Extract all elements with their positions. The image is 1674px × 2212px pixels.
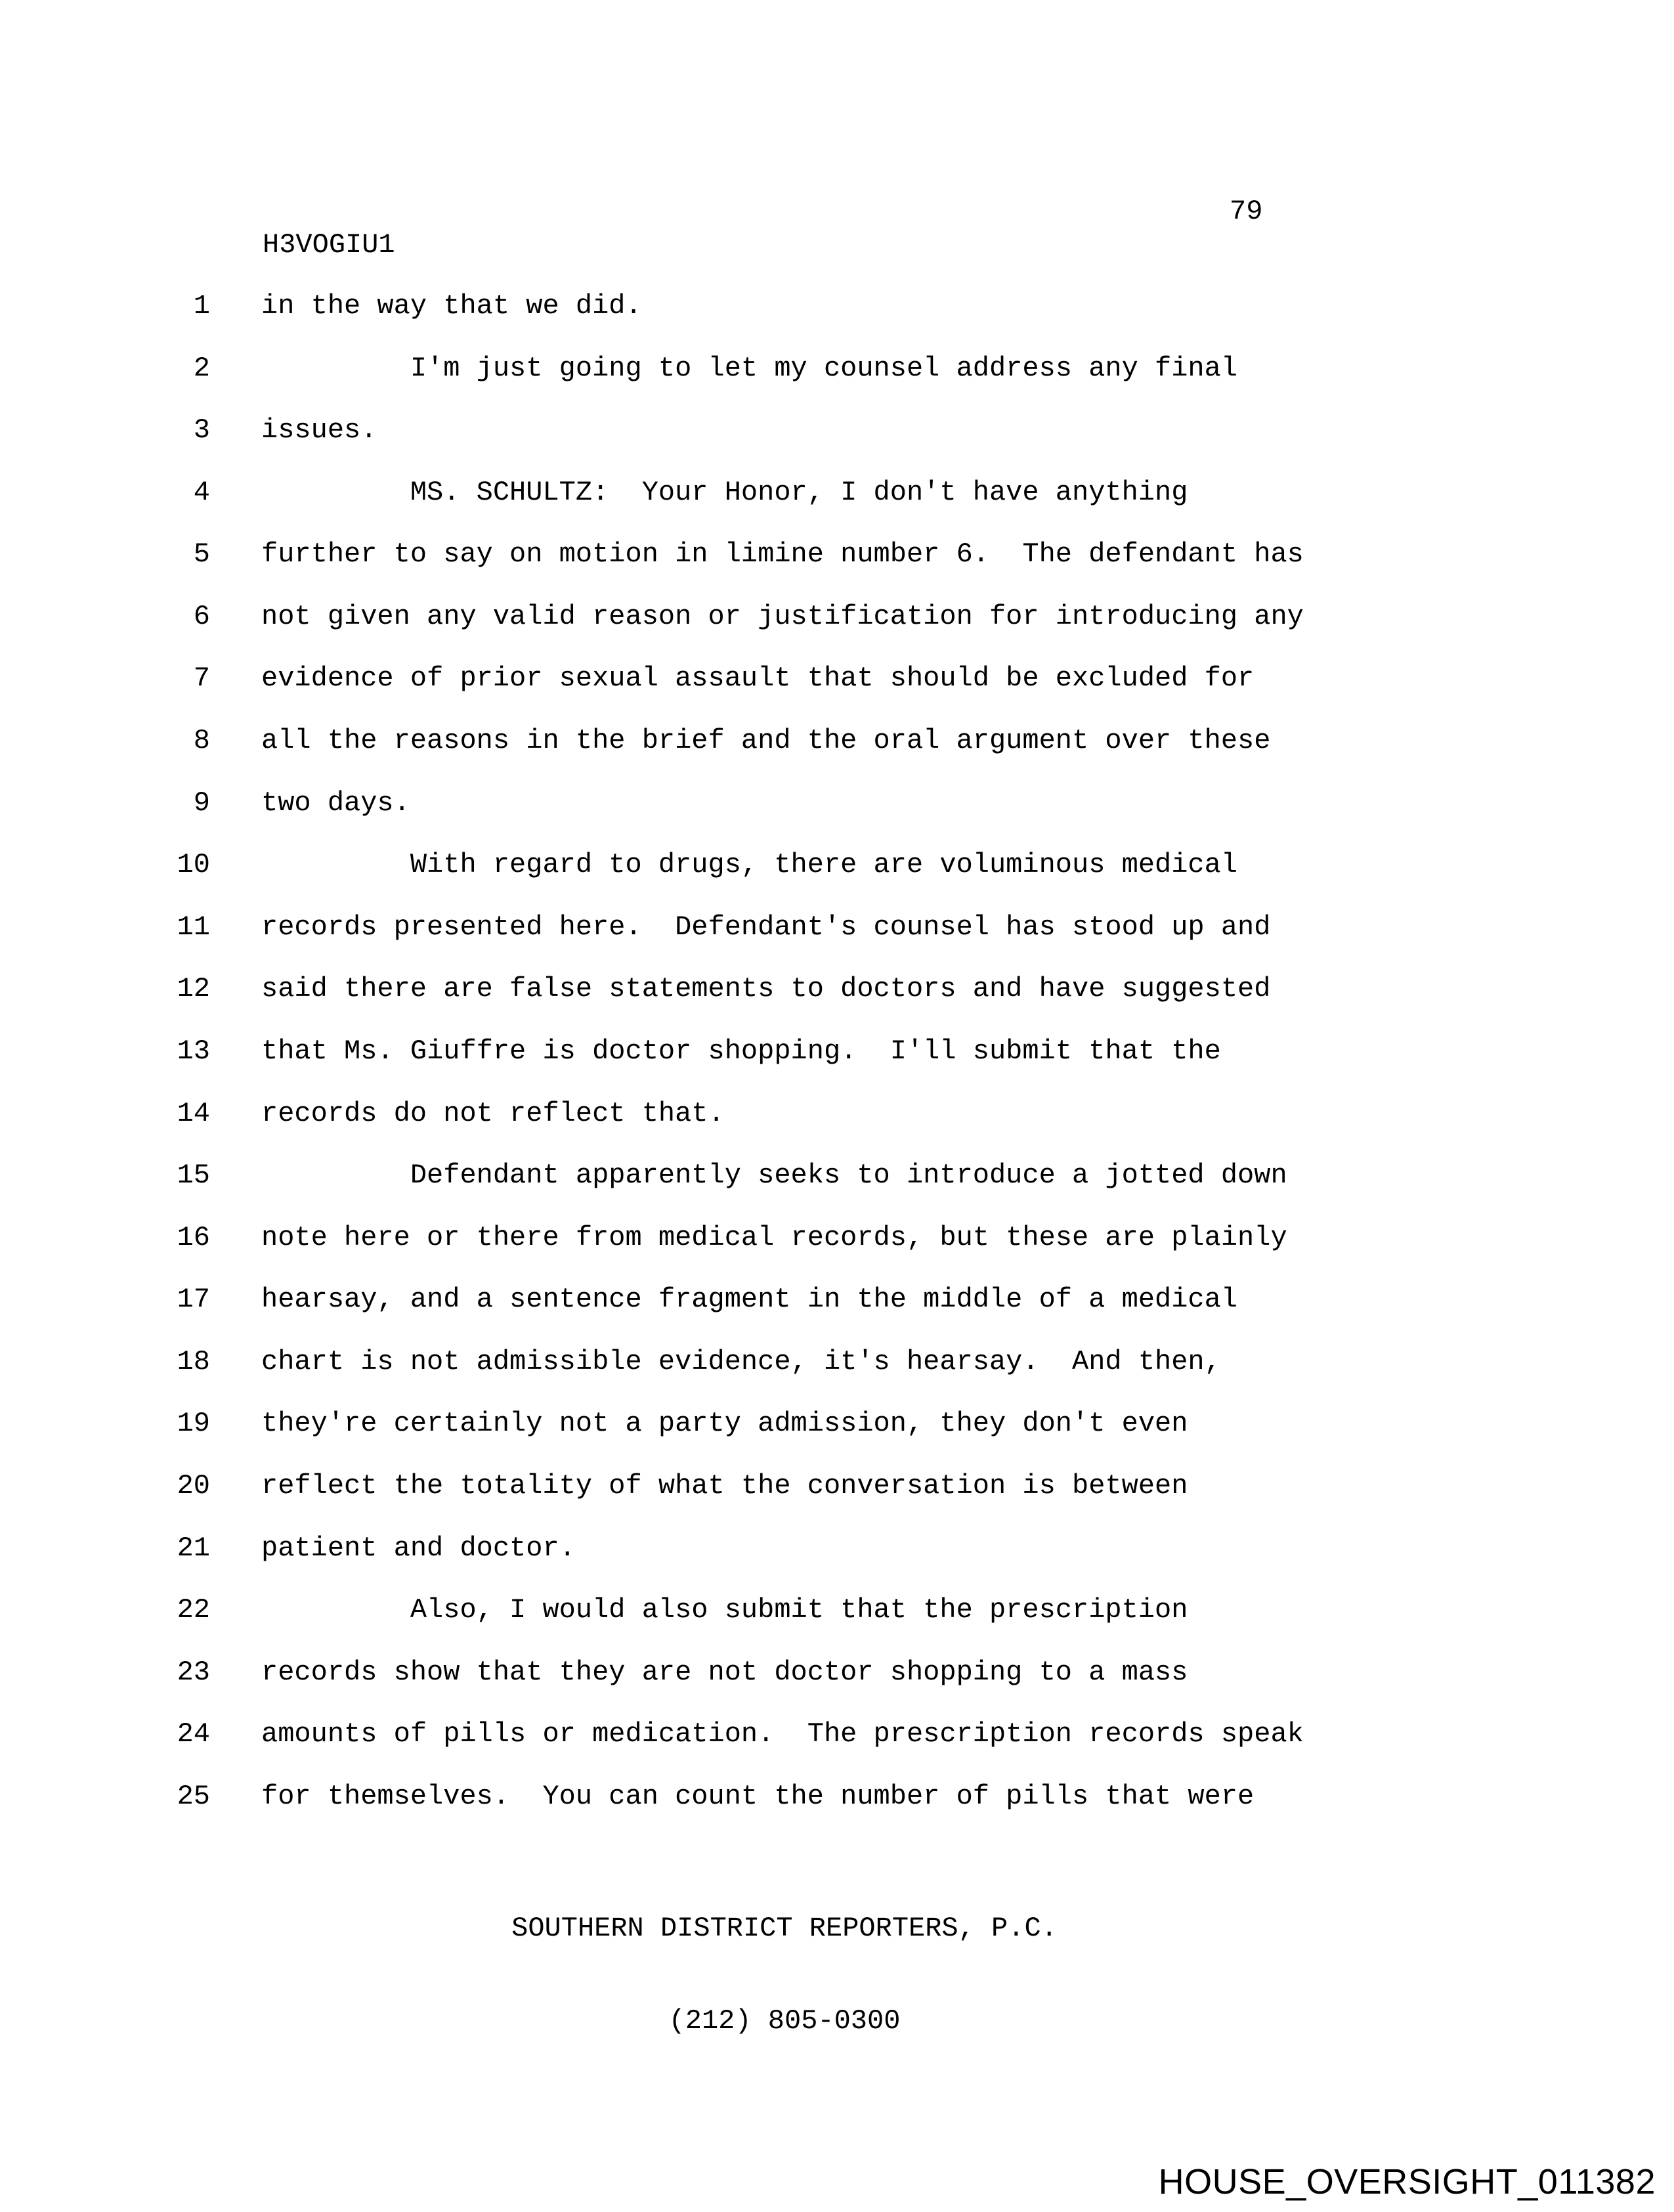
line-number: 11 — [177, 911, 210, 943]
line-text: two days. — [261, 787, 410, 819]
line-text: for themselves. You can count the number of pills that were — [261, 1780, 1255, 1812]
line-number: 3 — [193, 414, 210, 446]
line-number: 1 — [193, 290, 210, 322]
line-number: 9 — [193, 787, 210, 819]
line-number: 12 — [177, 973, 210, 1005]
line-number: 14 — [177, 1097, 210, 1129]
reporter-name: SOUTHERN DISTRICT REPORTERS, P.C. — [511, 1912, 1058, 1944]
line-number: 16 — [177, 1221, 210, 1253]
transcript-line — [0, 275, 1674, 337]
line-text: all the reasons in the brief and the oral argument over these — [261, 725, 1271, 757]
line-number: 22 — [177, 1594, 210, 1626]
transcript-line — [0, 1020, 1674, 1083]
line-text: further to say on motion in limine number 6. The defendant has — [261, 538, 1304, 571]
transcript-line — [0, 958, 1674, 1020]
line-number: 25 — [177, 1780, 210, 1812]
line-text: issues. — [261, 414, 377, 446]
line-number: 15 — [177, 1160, 210, 1192]
transcript-line — [0, 1083, 1674, 1145]
line-number: 2 — [193, 352, 210, 384]
line-text: said there are false statements to doctors and have suggested — [261, 973, 1271, 1005]
transcript-header-code: H3VOGIU1 — [263, 229, 395, 261]
line-number: 4 — [193, 476, 210, 508]
line-text: patient and doctor. — [261, 1532, 576, 1564]
transcript-line — [0, 337, 1674, 400]
bates-number: HOUSE_OVERSIGHT_011382 — [1158, 2162, 1656, 2201]
line-number: 23 — [177, 1656, 210, 1688]
transcript-line — [0, 1766, 1674, 1828]
transcript-line — [0, 1393, 1674, 1455]
transcript-line — [0, 1455, 1674, 1517]
line-number: 19 — [177, 1408, 210, 1440]
transcript-body — [0, 275, 1674, 1827]
line-text: records presented here. Defendant's counsel has stood up and — [261, 911, 1271, 943]
line-number: 13 — [177, 1035, 210, 1067]
line-text: I'm just going to let my counsel address any final — [261, 352, 1238, 384]
line-text: MS. SCHULTZ: Your Honor, I don't have anything — [261, 476, 1188, 508]
line-text: not given any valid reason or justification for introducing any — [261, 600, 1304, 632]
line-text: records show that they are not doctor shopping to a mass — [261, 1656, 1188, 1688]
transcript-line — [0, 462, 1674, 524]
transcript-line — [0, 710, 1674, 772]
transcript-line — [0, 896, 1674, 959]
transcript-line — [0, 523, 1674, 586]
line-text: chart is not admissible evidence, it's hearsay. And then, — [261, 1345, 1221, 1377]
transcript-line — [0, 586, 1674, 648]
line-text: Also, I would also submit that the prescription — [261, 1594, 1188, 1626]
reporter-phone: (212) 805-0300 — [668, 2005, 901, 2037]
line-text: records do not reflect that. — [261, 1097, 725, 1129]
line-number: 10 — [177, 849, 210, 881]
transcript-line — [0, 1703, 1674, 1766]
transcript-line — [0, 1207, 1674, 1269]
reporter-footer — [263, 1851, 1306, 2099]
transcript-line — [0, 834, 1674, 896]
line-text: hearsay, and a sentence fragment in the middle of a medical — [261, 1284, 1238, 1316]
transcript-line — [0, 1579, 1674, 1641]
line-text: in the way that we did. — [261, 290, 642, 322]
line-number: 7 — [193, 662, 210, 695]
line-text: reflect the totality of what the conversation is between — [261, 1469, 1188, 1502]
line-text: that Ms. Giuffre is doctor shopping. I'll submit that the — [261, 1035, 1221, 1067]
line-text: amounts of pills or medication. The prescription records speak — [261, 1718, 1304, 1750]
line-text: evidence of prior sexual assault that should be excluded for — [261, 662, 1255, 695]
transcript-line — [0, 1144, 1674, 1207]
line-text: Defendant apparently seeks to introduce a jotted down — [261, 1160, 1287, 1192]
line-number: 5 — [193, 538, 210, 571]
transcript-line — [0, 647, 1674, 710]
transcript-line — [0, 399, 1674, 462]
line-number: 24 — [177, 1718, 210, 1750]
line-number: 20 — [177, 1469, 210, 1502]
transcript-line — [0, 1331, 1674, 1393]
line-number: 18 — [177, 1345, 210, 1377]
transcript-line — [0, 772, 1674, 835]
line-text: note here or there from medical records, but these are plainly — [261, 1221, 1287, 1253]
transcript-line — [0, 1517, 1674, 1580]
line-number: 8 — [193, 725, 210, 757]
line-number: 17 — [177, 1284, 210, 1316]
line-text: they're certainly not a party admission, they don't even — [261, 1408, 1188, 1440]
line-number: 21 — [177, 1532, 210, 1564]
line-text: With regard to drugs, there are voluminous medical — [261, 849, 1238, 881]
line-number: 6 — [193, 600, 210, 632]
page-number: 79 — [1230, 196, 1263, 227]
transcript-line — [0, 1641, 1674, 1704]
transcript-line — [0, 1269, 1674, 1331]
